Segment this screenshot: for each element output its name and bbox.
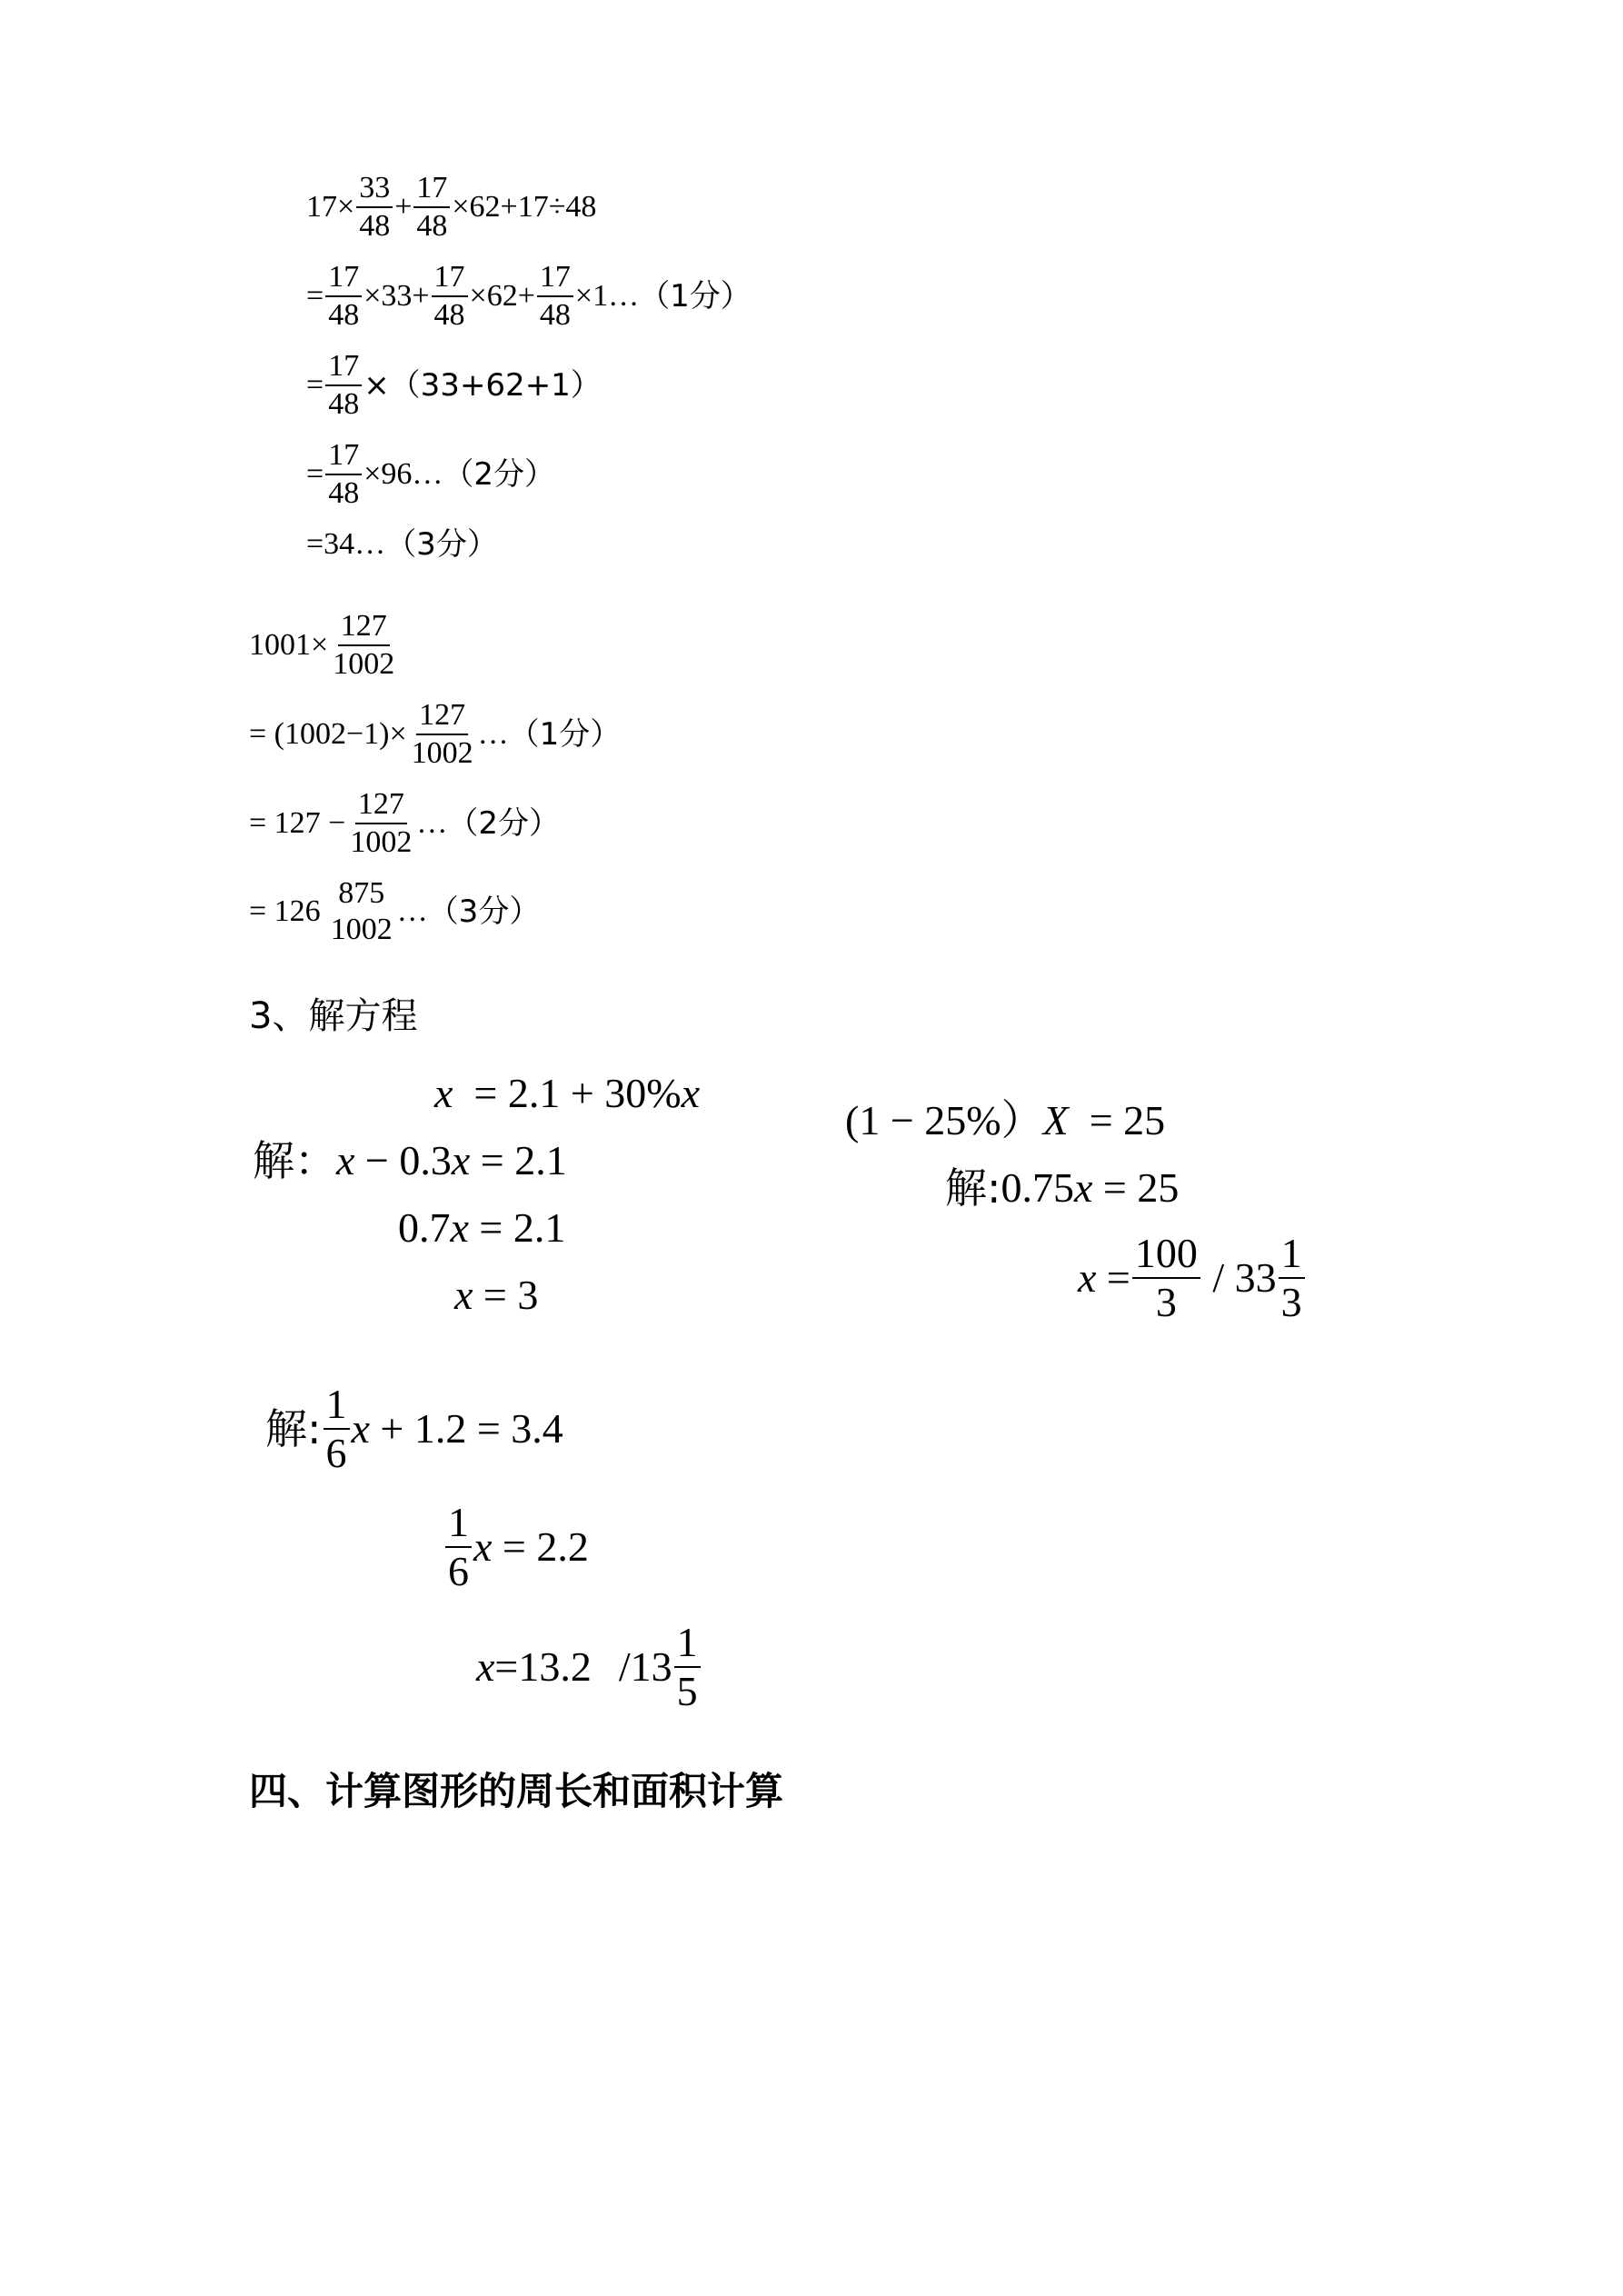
den: 1002: [411, 736, 473, 770]
eq2-l3-frac2: [1279, 1230, 1305, 1325]
eq1-l4-text-b: = 3: [473, 1272, 539, 1318]
p1-l1-text-c: ×62+17÷48: [452, 190, 597, 224]
num: 127: [338, 611, 390, 646]
p1-l1-text-b: +: [394, 190, 413, 224]
p1-line1: [306, 173, 596, 242]
den: 3: [1280, 1279, 1302, 1325]
eq2-l3-frac1: [1132, 1230, 1200, 1325]
p1-line5: [306, 526, 498, 563]
den: 48: [433, 298, 465, 332]
p1-l3-frac: [325, 351, 362, 420]
var-x: x: [476, 1643, 495, 1690]
var-x: x: [336, 1137, 355, 1183]
p1-l3-text-b: ×（33+62+1）: [363, 367, 602, 404]
p1-l4-text-b: ×96…: [363, 457, 443, 491]
p1-line4: [306, 440, 555, 509]
num: 1: [1279, 1233, 1305, 1279]
den: 1002: [350, 825, 413, 859]
score-label: （1分）: [508, 716, 622, 753]
p1-l3-text-a: =: [306, 368, 324, 402]
den: 5: [676, 1668, 698, 1714]
p2-l2-frac: [409, 700, 476, 769]
p1-l1-text-a: 17×: [306, 190, 355, 224]
den: 48: [328, 298, 360, 332]
eq1-l2-text-b: = 2.1: [470, 1137, 567, 1183]
eq2-l1-text-b: = 25: [1068, 1097, 1166, 1143]
den: 48: [539, 298, 571, 332]
num: 17: [537, 262, 573, 297]
score-label: （3分）: [385, 526, 498, 563]
section-3-title-text: 3、解方程: [249, 995, 418, 1037]
p2-l1-text-a: 1001×: [249, 628, 329, 662]
eq3-line1: [265, 1383, 563, 1474]
var-x: X: [1042, 1097, 1069, 1143]
num: 1: [445, 1502, 472, 1548]
eq2-l1-text-a: (1 − 25%）: [845, 1097, 1043, 1143]
var-x: x: [451, 1137, 471, 1183]
p1-l2-text-b: ×33+: [363, 279, 430, 313]
p2-line1: [249, 611, 399, 680]
den: 6: [325, 1430, 347, 1476]
num: 17: [413, 173, 450, 208]
den: 1002: [333, 647, 395, 681]
p1-l2-frac1: [325, 262, 362, 331]
score-label: （3分）: [427, 893, 541, 930]
p1-line3: [306, 351, 602, 420]
eq1-line3: [398, 1204, 566, 1251]
eq2-l2-text-b: = 25: [1092, 1164, 1180, 1211]
p2-l3-frac: [347, 789, 414, 858]
var-x: x: [351, 1405, 370, 1452]
p2-l4-text-a: = 126: [249, 894, 321, 928]
p1-l4-frac: [325, 440, 362, 509]
num: 127: [416, 700, 468, 735]
p2-line2: [249, 700, 621, 769]
num: 875: [338, 876, 385, 910]
num: 17: [325, 440, 362, 475]
score-label: （2分）: [443, 456, 556, 493]
eq3-l3-text-a: =13.2: [494, 1643, 592, 1690]
den: 48: [359, 209, 391, 243]
p2-l2-text-a: = (1002−1)×: [249, 717, 407, 751]
eq1-line1: [434, 1070, 701, 1116]
p1-l2-frac3: [537, 262, 573, 331]
den: 1002: [330, 913, 393, 946]
p2-l3-text-b: …: [416, 806, 448, 840]
eq3-line2: [443, 1499, 589, 1594]
p2-l1-frac: [330, 611, 397, 680]
p2-line4: [249, 878, 540, 945]
p1-l1-frac2: [413, 173, 450, 242]
eq2-l2-text-a: 0.75: [1001, 1164, 1074, 1211]
score-label: （2分）: [447, 805, 560, 842]
var-x: x: [1074, 1164, 1093, 1211]
p2-line3: [249, 789, 560, 858]
p2-l4-text-b: …: [396, 894, 428, 928]
den: 6: [448, 1548, 469, 1594]
solution-label: 解:: [945, 1163, 1001, 1213]
eq2-line1: [845, 1097, 1166, 1143]
p1-l4-text-a: =: [306, 457, 324, 491]
num: 17: [325, 262, 362, 297]
eq3-l1-text-b: + 1.2 = 3.4: [369, 1405, 563, 1452]
section-4-title-text: 四、计算图形的周长和面积计算: [249, 1769, 784, 1813]
den: 48: [328, 476, 360, 510]
num: 17: [432, 262, 468, 297]
eq2-l3-text-a: =: [1096, 1254, 1130, 1301]
p2-l4-frac: [328, 878, 395, 945]
p1-l2-text-a: =: [306, 279, 324, 313]
p2-l3-text-a: = 127 −: [249, 806, 346, 840]
p1-l2-frac2: [432, 262, 468, 331]
eq3-l1-frac: [324, 1383, 350, 1474]
eq2-line3: [1078, 1230, 1307, 1325]
den: 48: [328, 387, 360, 421]
p1-l2-text-c: ×62+: [469, 279, 535, 313]
eq3-l2-text-b: = 2.2: [492, 1523, 589, 1570]
p2-l2-text-b: …: [477, 717, 509, 751]
num: 1: [674, 1622, 701, 1668]
eq1-l3-text-a: 0.7: [398, 1204, 451, 1251]
num: 1: [324, 1383, 350, 1430]
eq1-line2: [253, 1136, 567, 1185]
num: 127: [355, 789, 407, 824]
solution-label: 解:: [265, 1404, 322, 1453]
eq1-l1-rest: = 2.1 + 30%: [453, 1070, 682, 1116]
p1-line2: [306, 262, 752, 331]
eq1-l3-text-b: = 2.1: [468, 1204, 566, 1251]
num: 100: [1132, 1233, 1200, 1279]
var-x: x: [454, 1272, 473, 1318]
eq1-line4: [454, 1274, 538, 1316]
var-x: x: [450, 1204, 469, 1251]
score-label: （1分）: [639, 278, 752, 314]
section-4-title: [249, 1769, 784, 1813]
eq3-l3-text-b: /13: [618, 1643, 672, 1690]
section-3-title: [249, 995, 418, 1037]
eq3-l2-frac: [445, 1499, 472, 1594]
num: 33: [356, 173, 393, 208]
p1-l2-text-d: ×1…: [574, 279, 640, 313]
var-x: x: [1078, 1254, 1097, 1301]
eq2-l3-text-b: / 33: [1201, 1254, 1277, 1301]
eq1-l2-text-a: − 0.3: [354, 1137, 452, 1183]
var-x: x: [434, 1070, 453, 1116]
den: 48: [416, 209, 448, 243]
p1-l1-frac1: [356, 173, 393, 242]
den: 3: [1155, 1279, 1177, 1325]
eq3-l3-frac: [674, 1619, 701, 1714]
solution-label: 解：: [253, 1136, 336, 1185]
eq2-line2: [945, 1163, 1180, 1213]
num: 17: [325, 351, 362, 386]
p1-l5-text-a: =34…: [306, 527, 386, 561]
var-x: x: [681, 1070, 701, 1116]
var-x: x: [473, 1523, 493, 1570]
eq3-line3: [476, 1619, 702, 1714]
